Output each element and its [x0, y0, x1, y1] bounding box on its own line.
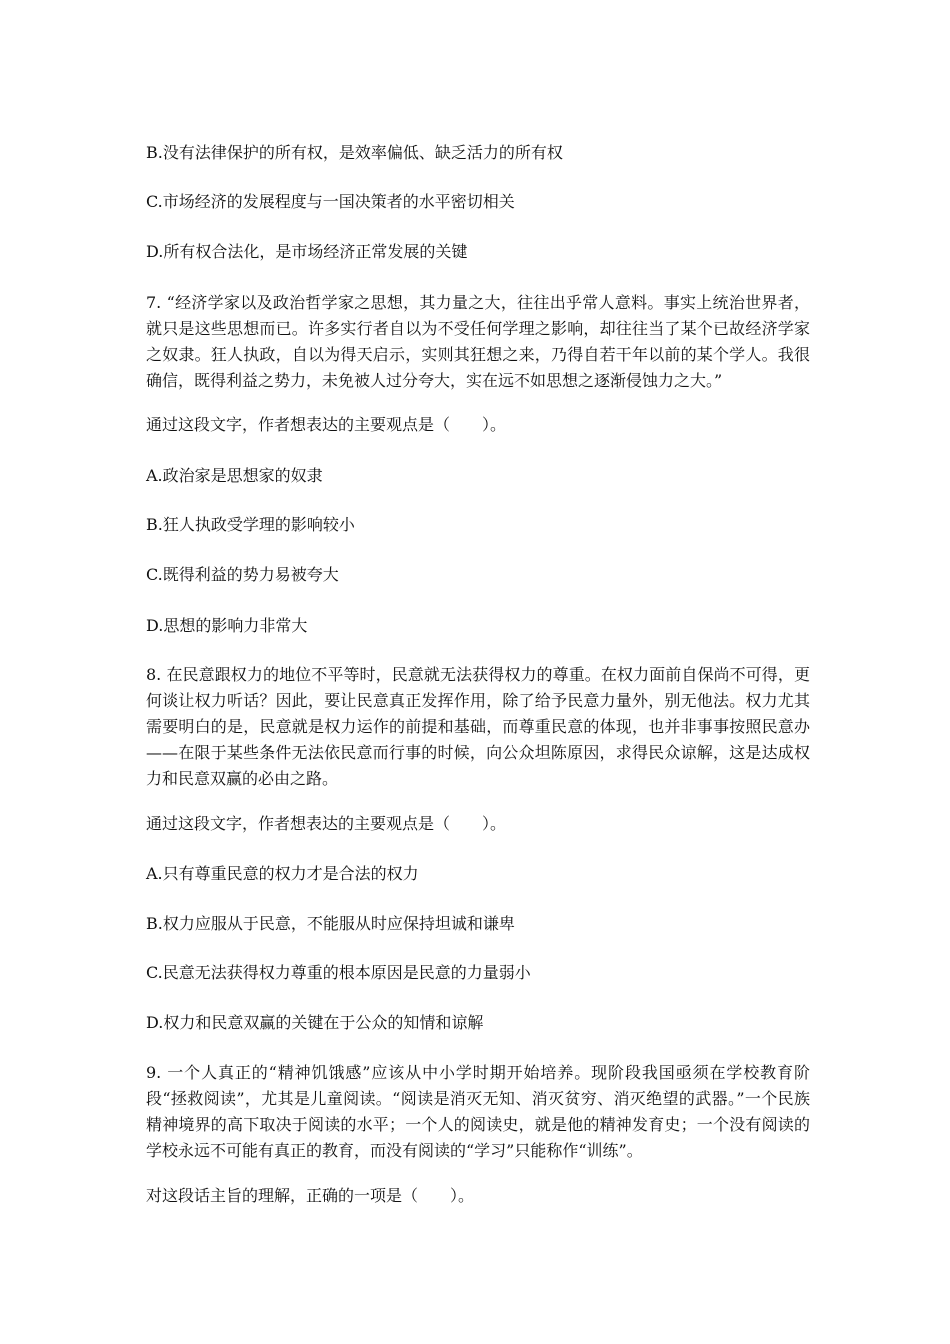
q7-option-b: B.狂人执政受学理的影响较小: [146, 515, 355, 534]
q9-question: 对这段话主旨的理解，正确的一项是（ ）。: [146, 1186, 475, 1205]
q6-option-c: C.市场经济的发展程度与一国决策者的水平密切相关: [146, 192, 515, 211]
q8-option-d: D.权力和民意双赢的关键在于公众的知情和谅解: [146, 1013, 484, 1032]
q7-question: 通过这段文字，作者想表达的主要观点是（ ）。: [146, 415, 507, 434]
q8-passage: 8. 在民意跟权力的地位不平等时，民意就无法获得权力的尊重。在权力面前自保尚不可得，更何谈让权力听话？因此，要让民意真正发挥作用，除了给予民意力量外，别无他法。权力尤其需要明白的是，民意就是权力运作的前提和基础，而尊重民意的体现，也并非事事按照民意办——在限于某些条件无法依民意而行事的时候，向公众坦陈原因，求得民众谅解，这是达成权力和民意双赢的必由之路。: [146, 665, 810, 788]
q8-question: 通过这段文字，作者想表达的主要观点是（ ）。: [146, 814, 507, 833]
q9-passage: 9. 一个人真正的“精神饥饿感”应该从中小学时期开始培养。现阶段我国亟须在学校教育阶段“拯救阅读”，尤其是儿童阅读。“阅读是消灭无知、消灭贫穷、消灭绝望的武器。”一个民族精神境界的高下取决于阅读的水平；一个人的阅读史，就是他的精神发育史；一个没有阅读的学校永远不可能有真正的教育，而没有阅读的“学习”只能称作“训练”。: [146, 1063, 810, 1160]
q7-option-a: A.政治家是思想家的奴隶: [146, 466, 323, 485]
q6-option-d: D.所有权合法化，是市场经济正常发展的关键: [146, 242, 468, 261]
q8-option-c: C.民意无法获得权力尊重的根本原因是民意的力量弱小: [146, 963, 531, 982]
q6-option-b: B.没有法律保护的所有权，是效率偏低、缺乏活力的所有权: [146, 143, 563, 162]
q7-option-d: D.思想的影响力非常大: [146, 616, 308, 635]
q8-option-b: B.权力应服从于民意，不能服从时应保持坦诚和谦卑: [146, 914, 515, 933]
q7-option-c: C.既得利益的势力易被夸大: [146, 565, 339, 584]
q8-option-a: A.只有尊重民意的权力才是合法的权力: [146, 864, 419, 883]
q7-passage: 7. “经济学家以及政治哲学家之思想，其力量之大，往往出乎常人意料。事实上统治世界者，就只是这些思想而已。许多实行者自以为不受任何学理之影响，却往往当了某个已故经济学家之奴隶。狂人执政，自以为得天启示，实则其狂想之来，乃得自若干年以前的某个学人。我很确信，既得利益之势力，未免被人过分夸大，实在远不如思想之逐渐侵蚀力之大。”: [146, 293, 810, 390]
